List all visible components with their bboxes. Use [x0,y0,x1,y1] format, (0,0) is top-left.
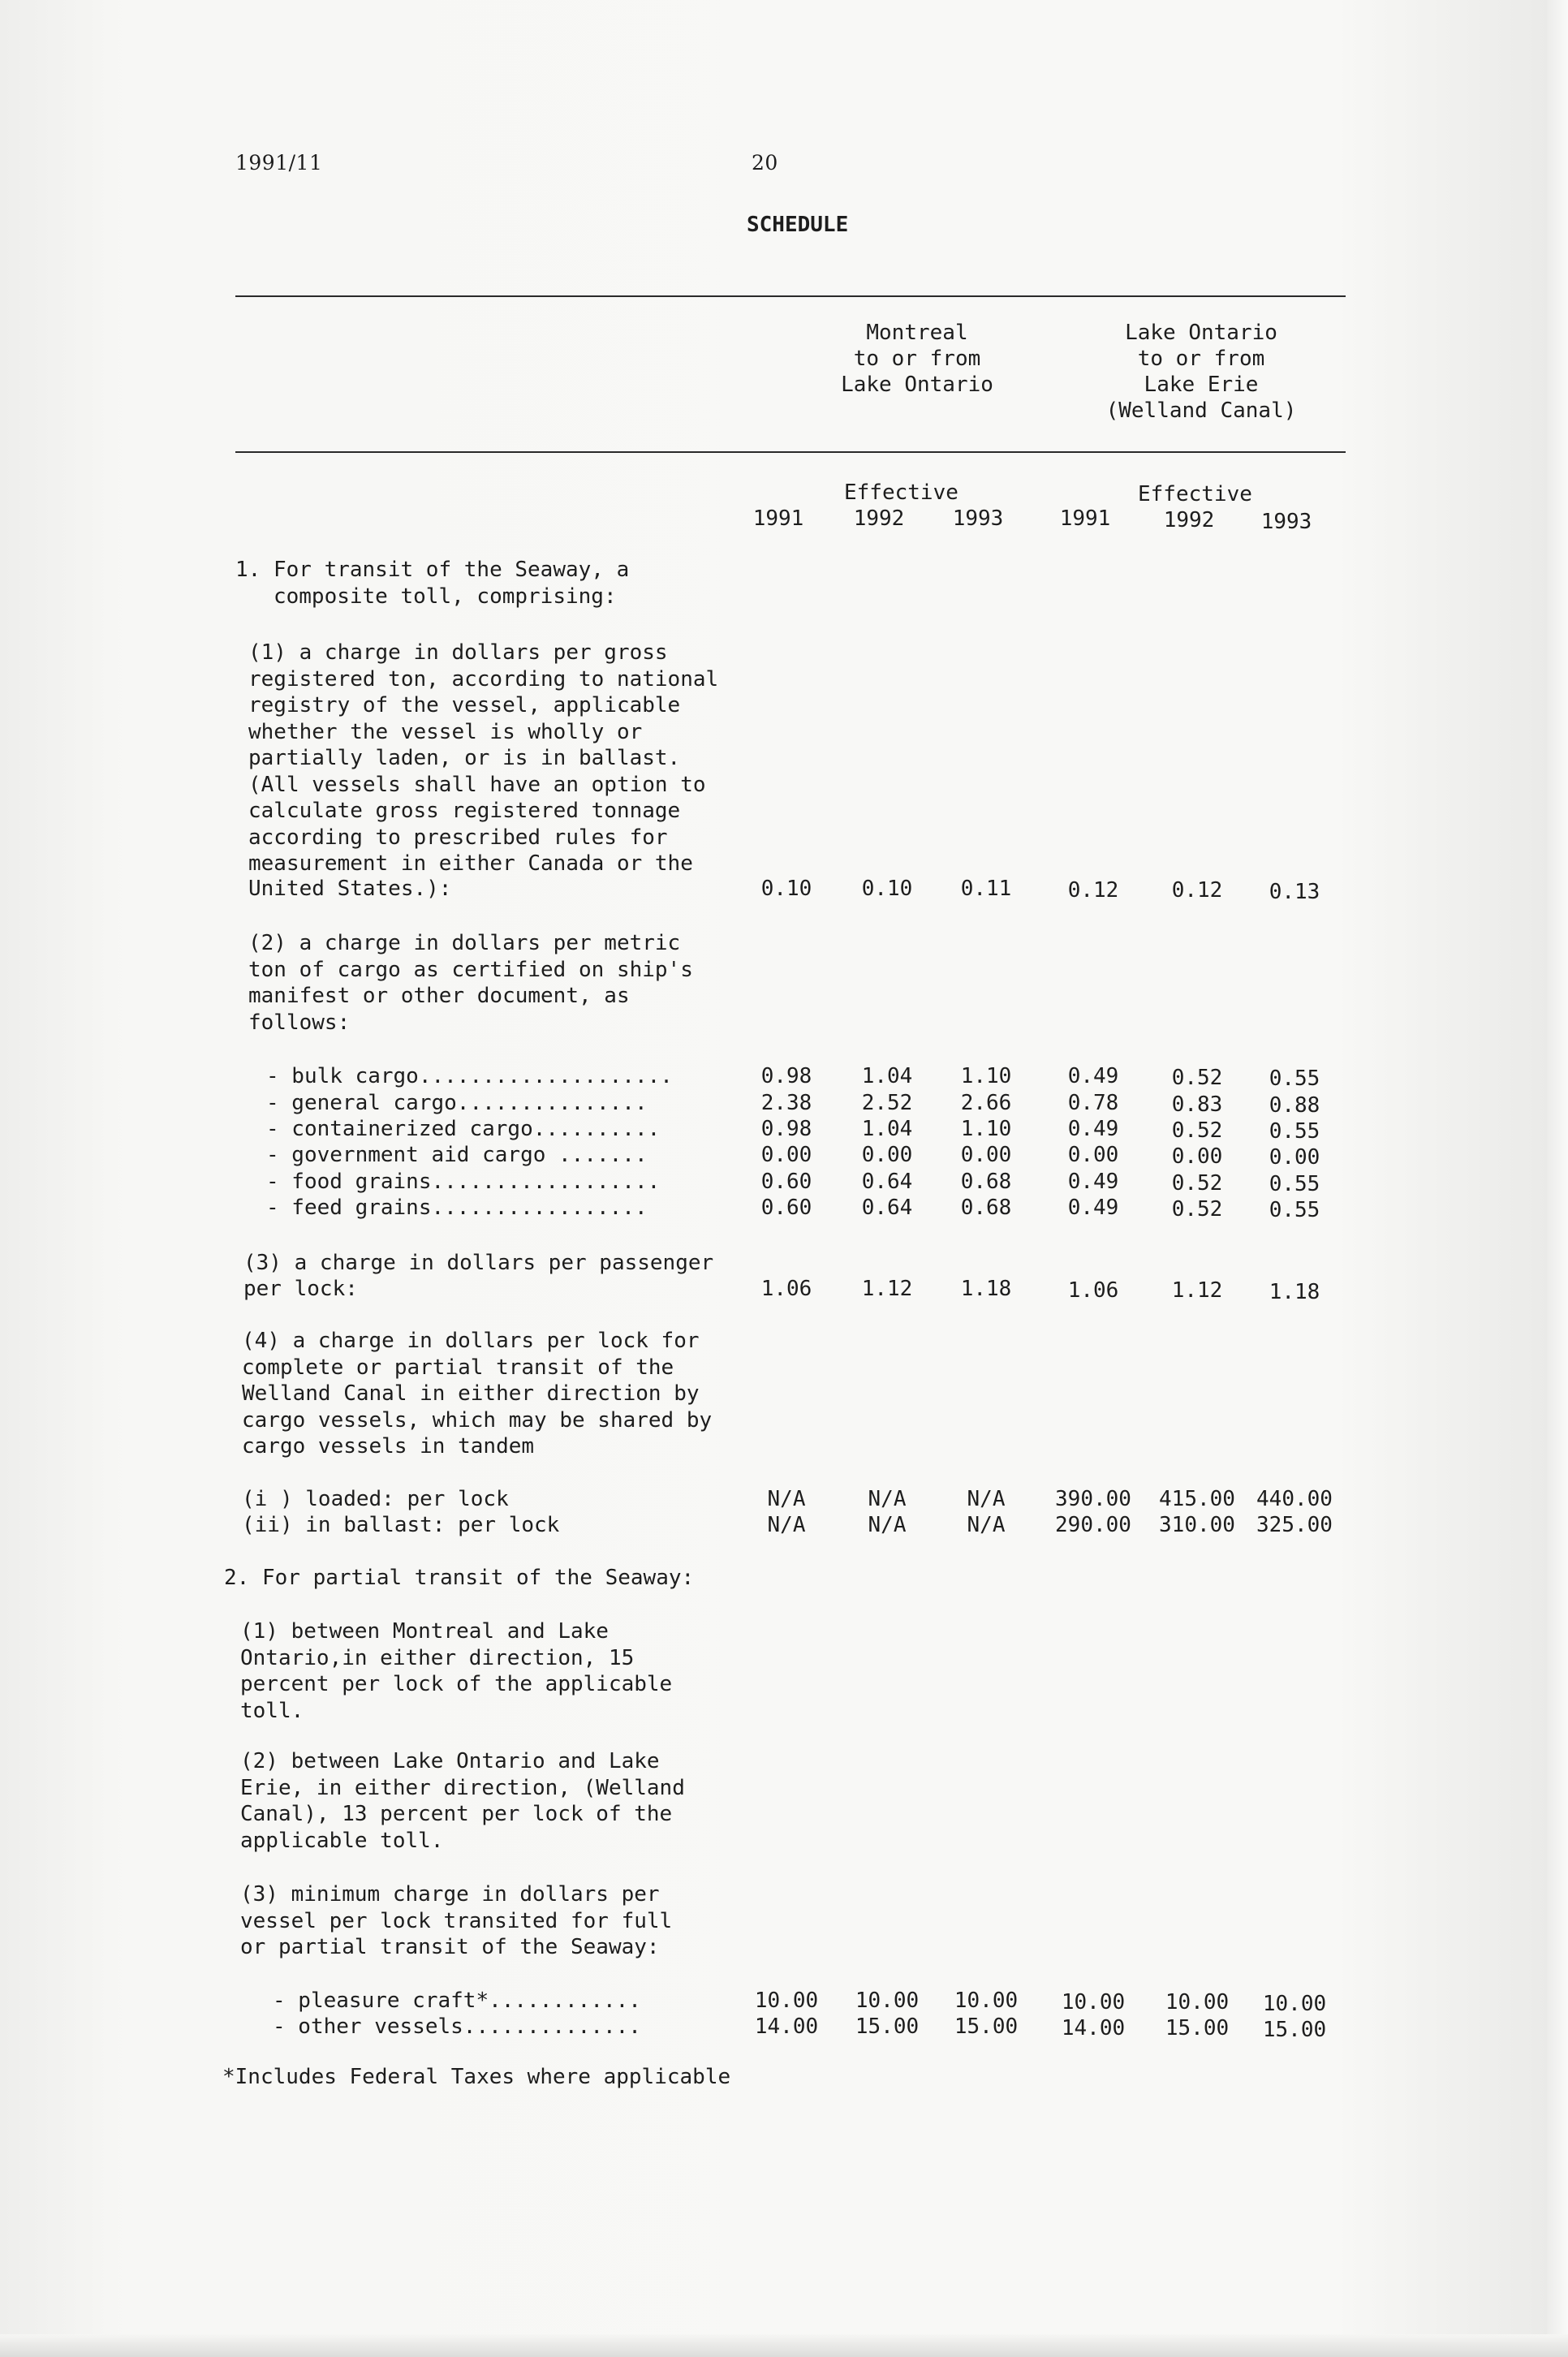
cell-value: 0.00 [960,1143,1012,1167]
footnote: *Includes Federal Taxes where applicable [222,2065,731,2089]
section-1-item-1-text: (1) a charge in dollars per gross registered ton, according to national registry of the vessel, applicable whether the vessel is wholly or partially laden, or is in ballast. (All vessels shall have an option to calculate gross registered tonnage according to prescribed rules for measurement in either Canada or the [248,640,719,876]
cell-value: 15.00 [1262,2018,1327,2042]
page-bottom-shadow [0,2334,1568,2357]
year-col-1: 1991 [752,506,804,531]
cell-value: 1.12 [1171,1278,1223,1303]
cell-value: 10.00 [1262,1992,1327,2016]
cell-value: 0.78 [1067,1091,1119,1115]
cell-value: 0.55 [1269,1119,1320,1144]
year-col-2: 1992 [853,506,905,531]
cell-value: 0.00 [1067,1143,1119,1167]
cell-value: 0.52 [1171,1197,1223,1222]
cell-value: 0.64 [861,1196,913,1220]
row-label: (i ) loaded: per lock [242,1487,509,1511]
cell-value: 1.04 [861,1117,913,1141]
row-label: - feed grains................. [266,1196,648,1220]
effective-label-2: Effective [1138,482,1252,506]
cell-value: 0.52 [1171,1066,1223,1090]
year-col-4: 1991 [1059,506,1111,531]
cell-value: 0.55 [1269,1198,1320,1222]
section-2-item-1-text: (1) between Montreal and Lake Ontario,in either direction, 15 percent per lock of the applicable toll. [240,1619,673,1723]
cell-value: 0.64 [861,1170,913,1194]
cell-value: 1.18 [960,1277,1012,1301]
cell-value: N/A [967,1487,1006,1511]
cell-value: 0.88 [1269,1093,1320,1118]
section-1-item-2-text: (2) a charge in dollars per metric ton of cargo as certified on ship's manifest or other document, as follows: [248,931,693,1035]
cell-value: 0.12 [1067,878,1119,903]
row-label: United States.): [248,877,452,901]
cell-value: N/A [868,1487,907,1511]
cell-value: 0.98 [760,1117,812,1141]
cell-value: 1.06 [1067,1278,1119,1303]
cell-value: N/A [767,1513,806,1537]
page-number: 20 [752,151,778,175]
section-1-item-4-text: (4) a charge in dollars per lock for complete or partial transit of the Welland Canal in either direction by cargo vessels, which may be shared by cargo vessels in tandem [242,1329,713,1459]
section-2-item-3-text: (3) minimum charge in dollars per vessel per lock transited for full or partial transit of the Seaway: [240,1882,673,1959]
row-label: - bulk cargo.................... [266,1064,673,1088]
cell-value: N/A [767,1487,806,1511]
cell-value: 15.00 [1165,2016,1230,2040]
cell-value: 0.52 [1171,1118,1223,1143]
section-1-item-3-text: (3) a charge in dollars per passenger [243,1251,714,1275]
cell-value: 0.83 [1171,1092,1223,1117]
cell-value: 0.10 [760,877,812,901]
year-col-3: 1993 [952,506,1004,531]
cell-value: 2.52 [861,1091,913,1115]
cell-value: 0.00 [1269,1145,1320,1170]
cell-value: 0.13 [1269,880,1320,904]
cell-value: 1.04 [861,1064,913,1088]
row-label: - pleasure craft*............ [273,1989,641,2013]
cell-value: 2.66 [960,1091,1012,1115]
page-edge-shadow [1547,0,1568,2357]
cell-value: 325.00 [1256,1513,1333,1537]
cell-value: 1.10 [960,1117,1012,1141]
row-label: (ii) in ballast: per lock [242,1513,560,1537]
cell-value: 0.49 [1067,1170,1119,1194]
cell-value: 0.10 [861,877,913,901]
cell-value: 10.00 [954,1989,1019,2013]
cell-value: 2.38 [760,1091,812,1115]
cell-value: 10.00 [1061,1990,1126,2014]
cell-value: 0.52 [1171,1171,1223,1196]
row-label: - food grains.................. [266,1170,661,1194]
cell-value: 0.98 [760,1064,812,1088]
row-label: per lock: [243,1277,358,1301]
cell-value: 10.00 [754,1989,819,2013]
cell-value: 0.68 [960,1170,1012,1194]
cell-value: N/A [967,1513,1006,1537]
document-id: 1991/11 [235,151,323,175]
cell-value: 0.11 [960,877,1012,901]
cell-value: 0.00 [861,1143,913,1167]
table-top-rule [235,295,1346,297]
cell-value: 290.00 [1055,1513,1131,1537]
cell-value: 0.60 [760,1196,812,1220]
cell-value: N/A [868,1513,907,1537]
cell-value: 0.68 [960,1196,1012,1220]
row-label: - containerized cargo.......... [266,1117,661,1141]
year-col-5: 1992 [1163,508,1215,532]
schedule-title: SCHEDULE [747,213,849,237]
column-group-montreal: Montreal to or from Lake Ontario [841,321,993,397]
cell-value: 390.00 [1055,1487,1131,1511]
column-group-welland: Lake Ontario to or from Lake Erie (Welland Canal) [1105,321,1297,423]
effective-label-1: Effective [844,480,958,505]
cell-value: 1.18 [1269,1280,1320,1304]
cell-value: 14.00 [1061,2016,1126,2040]
row-label: - other vessels.............. [273,2014,641,2039]
cell-value: 10.00 [1165,1990,1230,2014]
year-col-6: 1993 [1260,510,1312,534]
cell-value: 0.49 [1067,1117,1119,1141]
cell-value: 14.00 [754,2014,819,2039]
row-label: - general cargo............... [266,1091,648,1115]
cell-value: 1.06 [760,1277,812,1301]
cell-value: 0.49 [1067,1064,1119,1088]
row-label: - government aid cargo ....... [266,1143,648,1167]
cell-value: 440.00 [1256,1487,1333,1511]
cell-value: 415.00 [1159,1487,1235,1511]
cell-value: 0.12 [1171,878,1223,903]
section-2-heading: 2. For partial transit of the Seaway: [224,1566,695,1590]
cell-value: 0.00 [760,1143,812,1167]
cell-value: 15.00 [855,2014,920,2039]
cell-value: 0.55 [1269,1066,1320,1091]
cell-value: 0.55 [1269,1172,1320,1196]
cell-value: 10.00 [855,1989,920,2013]
section-1-heading: 1. For transit of the Seaway, a composite toll, comprising: [235,558,630,609]
cell-value: 15.00 [954,2014,1019,2039]
section-2-item-2-text: (2) between Lake Ontario and Lake Erie, in either direction, (Welland Canal), 13 percent per lock of the applicable toll. [240,1749,685,1853]
cell-value: 310.00 [1159,1513,1235,1537]
header-bottom-rule [235,451,1346,453]
cell-value: 0.49 [1067,1196,1119,1220]
cell-value: 1.10 [960,1064,1012,1088]
cell-value: 0.00 [1171,1144,1223,1169]
cell-value: 0.60 [760,1170,812,1194]
cell-value: 1.12 [861,1277,913,1301]
